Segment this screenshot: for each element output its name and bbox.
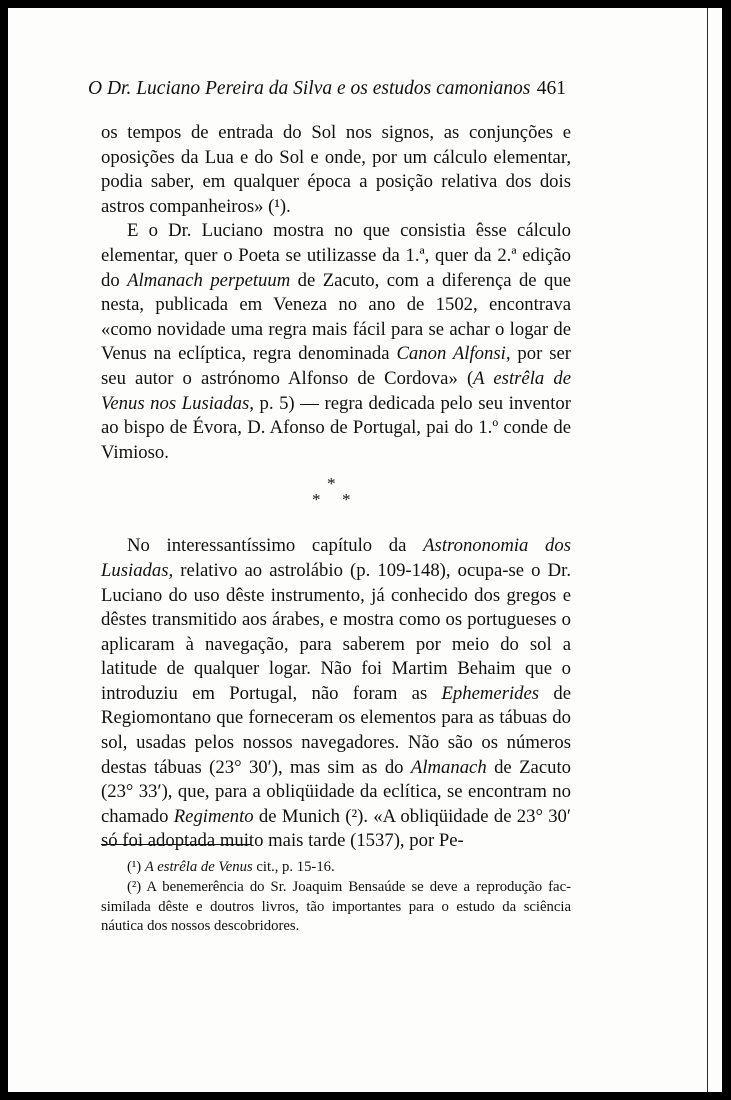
footnote-mark: (²) bbox=[127, 878, 142, 895]
book-title: Almanach bbox=[410, 756, 487, 778]
star-left: * bbox=[312, 490, 321, 510]
text-run: por ser seu autor o astrónomo Alfonso de Cordova» ( bbox=[101, 343, 571, 389]
book-title: A estrêla de Venus nos Lusiadas, bbox=[101, 367, 571, 414]
book-page bbox=[8, 8, 722, 1092]
main-text bbox=[101, 121, 571, 854]
text-run: No interessantíssimo capítulo da bbox=[127, 535, 424, 557]
book-title: Astrononomia dos Lusiadas, bbox=[101, 535, 571, 581]
footnote-mark: (¹) bbox=[127, 859, 142, 875]
paragraph-1: os tempos de entrada do Sol nos signos, as conjunções e oposições da Lua e do Sol e onde, por um cálculo elementar, podia saber, em qualquer época a posição relativa dos dois astros companheiros» (¹). bbox=[101, 122, 571, 217]
text-run: relativo ao astrolábio (p. 109-148), ocupa-se o Dr. Luciano do uso dêste instrumento, já conhecido dos gregos e dêstes transmitido aos árabes, e mostra como os portugueses o aplicaram à navegação, para saberem por meio do sol a latitude de qualquer logar. Não foi Martim Behaim que o introduziu em Portugal, não foram as bbox=[101, 559, 571, 704]
section-separator bbox=[101, 465, 571, 534]
footnote-2 bbox=[101, 878, 571, 937]
text-run: E o Dr. Luciano mostra no que consistia êsse cálculo elementar, quer o Poeta se utilizasse da 1.ª, quer da 2.ª edição do bbox=[101, 220, 571, 291]
text-run: cit., p. 15-16. bbox=[252, 859, 335, 875]
book-title: Ephemerides bbox=[441, 682, 540, 704]
footnote-1 bbox=[101, 858, 571, 878]
page-number: 461 bbox=[536, 78, 566, 99]
book-title: A estrêla de Venus bbox=[144, 859, 253, 875]
text-run: de Munich (²). «A obliqüidade de 23° 30′ só foi adoptada muito mais tarde (1537), por Pe- bbox=[101, 805, 571, 852]
text-run: de Regiomontano que forneceram os elementos para as tábuas do sol, usadas pelos nossos navegadores. Não são os números destas tábuas (23° 30′), mas sim as do bbox=[101, 682, 571, 778]
star-top: * bbox=[327, 474, 336, 494]
text-run: A benemerência do Sr. Joaquim Bensaúde se deve a reprodução fac-similada dêste e doutros livros, tão importantes para o estudo da sciência náutica dos nossos descobridores. bbox=[101, 878, 571, 935]
footnotes bbox=[101, 858, 571, 937]
running-header bbox=[88, 78, 566, 100]
text-run: de Zacuto (23° 33′), que, para a obliqüidade da eclítica, se encontram no chamado bbox=[101, 756, 571, 827]
text-run: de Zacuto, com a diferença de que nesta, publicada em Veneza no ano de 1502, encontrava «como novidade uma regra mais fácil para se achar o logar de Venus na eclíptica, regra denominada bbox=[101, 269, 572, 365]
paragraph-2 bbox=[101, 219, 571, 465]
rule-title: Canon Alfonsi, bbox=[396, 343, 511, 365]
paragraph-3 bbox=[101, 534, 571, 854]
star-right: * bbox=[342, 490, 351, 510]
footnote-rule bbox=[101, 844, 251, 845]
book-title: Regimento bbox=[173, 805, 254, 827]
running-title: O Dr. Luciano Pereira da Silva e os estudos camonianos bbox=[88, 78, 531, 99]
text-run: p. 5) — regra dedicada pelo seu inventor ao bispo de Évora, D. Afonso de Portugal, pai do 1.º conde de Vimioso. bbox=[101, 392, 571, 463]
book-title: Almanach perpetuum bbox=[127, 269, 291, 291]
